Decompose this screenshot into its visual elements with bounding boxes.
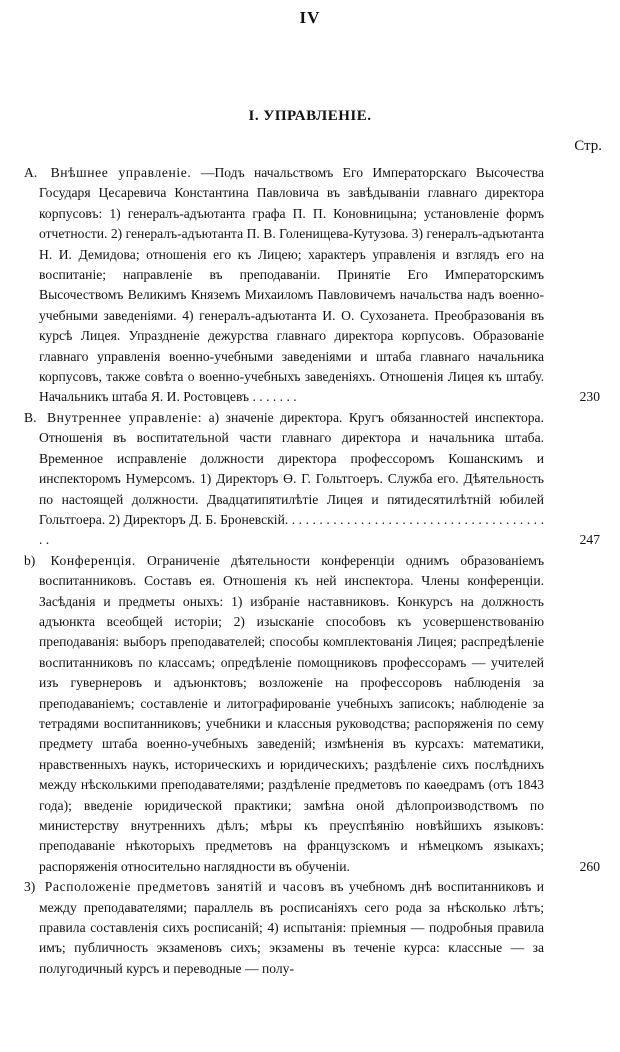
entry-heading: Внѣшнее управленiе. <box>50 165 192 180</box>
section-title: I. УПРАВЛЕНIЕ. <box>248 108 372 124</box>
entry-heading: Внутреннее управленіе: <box>46 409 203 425</box>
entry-number: b) <box>24 552 36 568</box>
entry-heading: Конференція. <box>50 552 136 568</box>
page-number-header: IV <box>299 8 321 27</box>
entry-number: 3) <box>24 879 36 895</box>
table-of-contents <box>24 163 600 979</box>
entry-number: А. <box>24 165 38 180</box>
toc-entry-schedule <box>24 877 544 979</box>
entry-text: —Подъ начальствомъ Его Императорскаго Высочества Государя Цесаревича Константина Павловича въ завѣдываніи главнаго директора корпусовъ: 1) генералъ-адъютанта графа П. П. Коновницына; установленіе формъ отчетности. 2) генералъ-адъютанта П. В. Голенищева-Кутузова. 3) генералъ-адъютанта Н. И. Демидова; отношенія его къ Лицею; характеръ управленія и взглядъ его на воспитаніе; направленіе въ преподаваніи. Принятіе Его Императорскимъ Высочествомъ Великимъ Княземъ Михаиломъ Павловичемъ начальства надъ военно-учебными заведеніями. 4) генералъ-адъютанта И. О. Сухозанета. Преобразованія въ курсѣ Лицея. Упраздненіе дежурства главнаго директора корпусовъ. Образованіе главнаго управленія военно-учебными заведеніями и штаба главнаго начальника корпусовъ, также совѣта о военно-учебныхъ заведеніяхъ. Отношенія Лицея къ штабу. Начальникъ штаба Я. И. Ростовцевъ . . . . . . . <box>39 165 545 405</box>
entry-number: В. <box>24 409 37 425</box>
page-column-label: Стр. <box>574 138 602 154</box>
entry-page-number: 247 <box>579 532 600 548</box>
entry-page-number: 260 <box>579 858 600 874</box>
entry-text: Ограниченіе дѣятельности конференціи однимъ образованіемъ воспитанниковъ. Составъ ея. Отношенія къ ней инспектора. Члены конференціи. Засѣданія и предметы оныхъ: 1) избраніе наставниковъ. Конкурсъ на должность адъюнкта всеобщей исторіи; 2) изысканіе способовъ къ усовершенствованію преподаванія: выборъ преподавателей; способы комплектованія Лицея; распредѣленіе воспитанниковъ по классамъ; опредѣленіе помощниковъ профессорамъ — учителей изъ гувернеровъ и адъюнктовъ; возложеніе на профессоровъ наблюденія за преподаваніемъ; составленіе и литографированіе учебныхъ записокъ; наблюденіе за тетрадями воспитанниковъ; учебники и классныя руководства; распоряженія по сему предмету штаба военно-учебныхъ заведеній; измѣненія въ курсахъ: математики, нравственныхъ наукъ, историческихъ и юридическихъ; раздѣленіе сихъ послѣднихъ между нѣсколькими преподавателями; раздѣленіе предметовъ по каѳедрамъ (отъ 1843 года); введеніе юридической практики; замѣна оной дѣлопроизводствомъ по министерству внутреннихъ дѣлъ; мѣры къ преуспѣянію новѣйшихъ языковъ: преподаваніе нѣкоторыхъ предметовъ на французскомъ и нѣмецкомъ языкахъ; распоряженія относительно наглядности въ обученіи. <box>39 552 544 874</box>
entry-text: въ учебномъ днѣ воспитанниковъ и между преподавателями; параллель въ росписаніяхъ сего рода за нѣсколько лѣтъ; правила составленія сихъ росписаній; 4) испытанія: пріемныя — подробныя правила имъ; публичность экзаменовъ сихъ; экзамены въ теченіе курса: классные — за полугодичный курсъ и переводные — полу- <box>39 879 545 976</box>
toc-entry-conference <box>24 551 600 878</box>
toc-entry-internal-administration <box>24 408 600 551</box>
entry-heading: Расположеніе предметовъ занятій и часовъ <box>44 879 325 895</box>
toc-entry-external-administration <box>24 163 600 408</box>
entry-page-number: 230 <box>579 389 600 405</box>
entry-text: а) значеніе директора. Кругъ обязанностей инспектора. Отношенія въ воспитательной части главнаго директора и начальника штаба. Временное исправленіе должности директора профессоромъ Кошанскимъ и инспекторомъ Нумерсомъ. 1) Директоръ Ө. Г. Гольтгоеръ. Служба его. Дѣятельность по настоящей должности. Двадцатипятилѣтіе Лицея и пятидесятилѣтній юбилей Гольтгоера. 2) Директоръ Д. Б. Броневскій. . . . . . . . . . . . . . . . . . . . . . . . . . . . . . . . . . . . . . . . <box>39 409 544 548</box>
